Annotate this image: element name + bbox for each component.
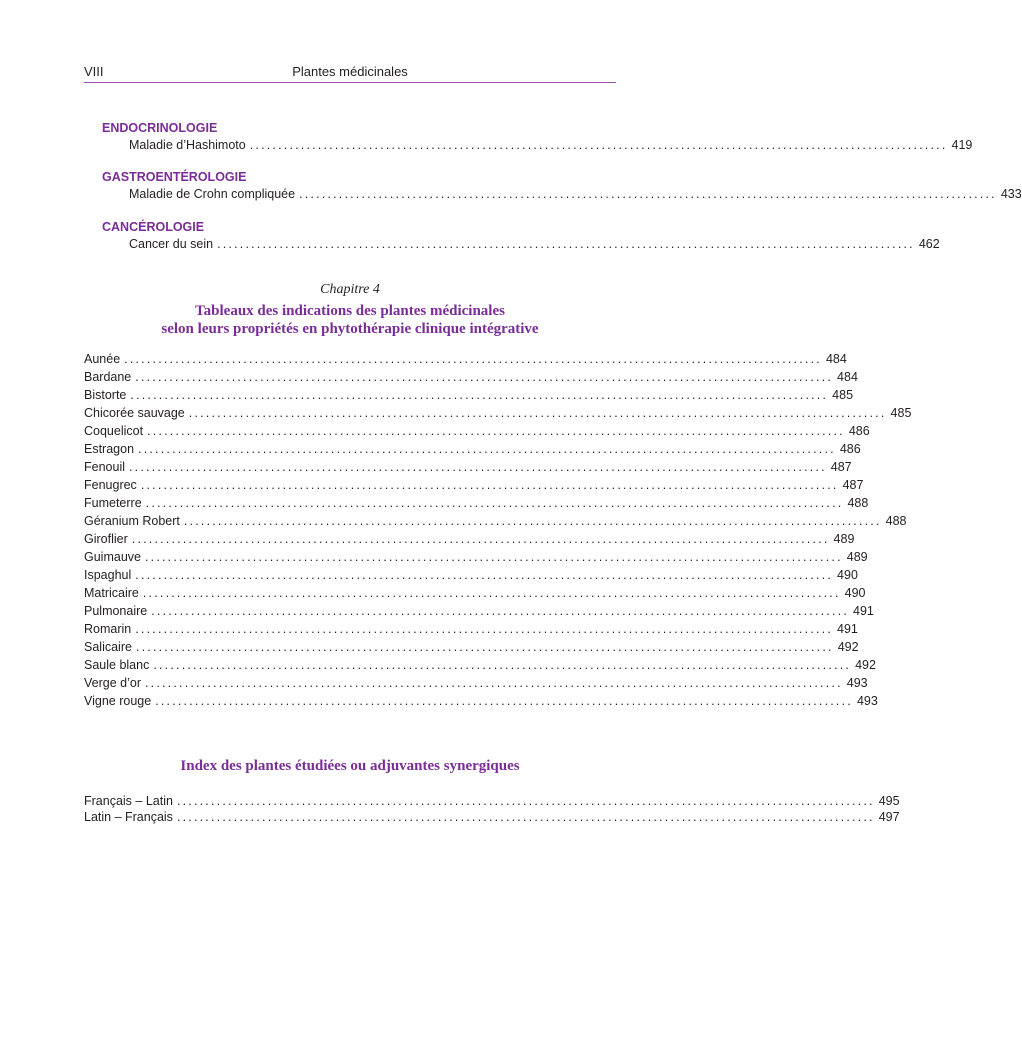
plant-page: 491	[853, 604, 874, 618]
toc-entry[interactable]	[129, 235, 940, 253]
plant-page: 489	[833, 532, 855, 546]
plant-entry[interactable]	[84, 494, 869, 512]
plant-entry[interactable]	[84, 386, 854, 404]
plant-entry[interactable]	[84, 368, 858, 386]
plant-page: 492	[837, 640, 859, 654]
plant-entry[interactable]	[84, 350, 847, 368]
plant-page: 485	[890, 406, 912, 420]
plant-label: Pulmonaire	[84, 604, 148, 618]
plant-label: Fenugrec	[84, 478, 137, 492]
dot-leader: ...........................................................................................................................	[135, 370, 834, 384]
chapter-title-line-2: selon leurs propriétés en phytothérapie clinique intégrative	[161, 321, 539, 337]
plant-entry[interactable]	[84, 566, 858, 584]
plant-page: 490	[844, 586, 866, 600]
plant-page: 489	[846, 550, 868, 564]
toc-entry-page: 419	[951, 138, 973, 152]
index-entry-label: Latin – Français	[84, 810, 173, 824]
dot-leader: ...........................................................................................................................	[155, 694, 853, 708]
toc-entry[interactable]	[129, 185, 1022, 203]
dot-leader: ...........................................................................................................................	[176, 794, 875, 808]
page-number: VIII	[84, 64, 104, 79]
dot-leader: ...........................................................................................................................	[144, 550, 843, 564]
plant-page: 484	[825, 352, 847, 366]
toc-entry-page: 462	[918, 237, 940, 251]
dot-leader: ...........................................................................................................................	[147, 424, 845, 438]
plant-label: Bistorte	[84, 388, 127, 402]
plant-label: Géranium Robert	[84, 514, 180, 528]
plant-entry[interactable]	[84, 548, 868, 566]
section-heading-endocrinologie: ENDOCRINOLOGIE	[102, 121, 218, 135]
plant-label: Aunée	[84, 352, 121, 366]
plant-page: 490	[837, 568, 858, 582]
plant-entry[interactable]	[84, 530, 855, 548]
plant-label: Guimauve	[84, 550, 141, 564]
plant-label: Estragon	[84, 442, 135, 456]
plant-page: 491	[837, 622, 858, 636]
plant-entry[interactable]	[84, 602, 874, 620]
index-entry[interactable]	[84, 808, 900, 826]
plant-label: Chicorée sauvage	[84, 406, 185, 420]
plant-label: Matricaire	[84, 586, 139, 600]
dot-leader: ...........................................................................................................................	[135, 640, 834, 654]
plant-entry[interactable]	[84, 512, 907, 530]
plant-entry[interactable]	[84, 440, 861, 458]
dot-leader: ...........................................................................................................................	[144, 676, 843, 690]
dot-leader: ...........................................................................................................................	[130, 388, 829, 402]
dot-leader: ...........................................................................................................................	[138, 442, 836, 456]
toc-entry-label: Maladie de Crohn compliquée	[129, 187, 296, 201]
dot-leader: ...........................................................................................................................	[188, 406, 887, 420]
plant-label: Coquelicot	[84, 424, 144, 438]
plant-entry[interactable]	[84, 692, 878, 710]
running-title: Plantes médicinales	[292, 64, 408, 79]
dot-leader: ...........................................................................................................................	[124, 352, 822, 366]
plant-page: 493	[856, 694, 878, 708]
dot-leader: ...........................................................................................................................	[217, 237, 915, 251]
plant-entry[interactable]	[84, 674, 868, 692]
plant-page: 492	[855, 658, 876, 672]
plant-entry[interactable]	[84, 458, 852, 476]
toc-entry-label: Maladie d’Hashimoto	[129, 138, 246, 152]
dot-leader: ...........................................................................................................................	[131, 532, 830, 546]
plant-entry[interactable]	[84, 584, 866, 602]
section-heading-gastroenterologie: GASTROENTÉROLOGIE	[102, 170, 247, 184]
dot-leader: ...........................................................................................................................	[183, 514, 882, 528]
plant-label: Verge d’or	[84, 676, 141, 690]
dot-leader: ...........................................................................................................................	[151, 604, 850, 618]
dot-leader: ...........................................................................................................................	[135, 568, 834, 582]
index-entry-label: Français – Latin	[84, 794, 173, 808]
dot-leader: ...........................................................................................................................	[299, 187, 997, 201]
plant-label: Saule blanc	[84, 658, 150, 672]
plant-label: Ispaghul	[84, 568, 132, 582]
plant-label: Giroflier	[84, 532, 128, 546]
dot-leader: ...........................................................................................................................	[129, 460, 827, 474]
plant-label: Fenouil	[84, 460, 125, 474]
plant-page: 488	[885, 514, 907, 528]
plant-entry[interactable]	[84, 476, 864, 494]
chapter-label: Chapitre 4	[320, 282, 380, 297]
chapter-title	[0, 302, 700, 338]
dot-leader: ...........................................................................................................................	[135, 622, 834, 636]
dot-leader: ...........................................................................................................................	[249, 138, 948, 152]
page-header	[84, 64, 616, 83]
plant-page: 493	[846, 676, 868, 690]
plant-label: Bardane	[84, 370, 132, 384]
plant-entry[interactable]	[84, 422, 870, 440]
plant-entry[interactable]	[84, 620, 858, 638]
toc-entry[interactable]	[129, 136, 973, 154]
plant-page: 487	[830, 460, 852, 474]
toc-entry-page: 433	[1000, 187, 1022, 201]
plant-page: 486	[848, 424, 870, 438]
plant-label: Fumeterre	[84, 496, 142, 510]
dot-leader: ...........................................................................................................................	[142, 586, 841, 600]
plant-page: 487	[842, 478, 864, 492]
dot-leader: ...........................................................................................................................	[153, 658, 852, 672]
plant-entry[interactable]	[84, 638, 859, 656]
plant-entry[interactable]	[84, 656, 876, 674]
plant-entry[interactable]	[84, 404, 912, 422]
dot-leader: ...........................................................................................................................	[140, 478, 839, 492]
plant-label: Vigne rouge	[84, 694, 152, 708]
section-heading-cancerologie: CANCÉROLOGIE	[102, 220, 205, 234]
index-entry-page: 497	[878, 810, 900, 824]
index-title: Index des plantes étudiées ou adjuvantes synergiques	[180, 758, 520, 774]
plant-page: 484	[837, 370, 858, 384]
plant-page: 485	[832, 388, 854, 402]
plant-label: Romarin	[84, 622, 132, 636]
chapter-title-line-1: Tableaux des indications des plantes médicinales	[195, 303, 505, 319]
dot-leader: ...........................................................................................................................	[176, 810, 875, 824]
index-entry-page: 495	[878, 794, 900, 808]
dot-leader: ...........................................................................................................................	[145, 496, 844, 510]
plant-label: Salicaire	[84, 640, 132, 654]
plant-page: 486	[839, 442, 861, 456]
plant-page: 488	[847, 496, 869, 510]
toc-entry-label: Cancer du sein	[129, 237, 214, 251]
